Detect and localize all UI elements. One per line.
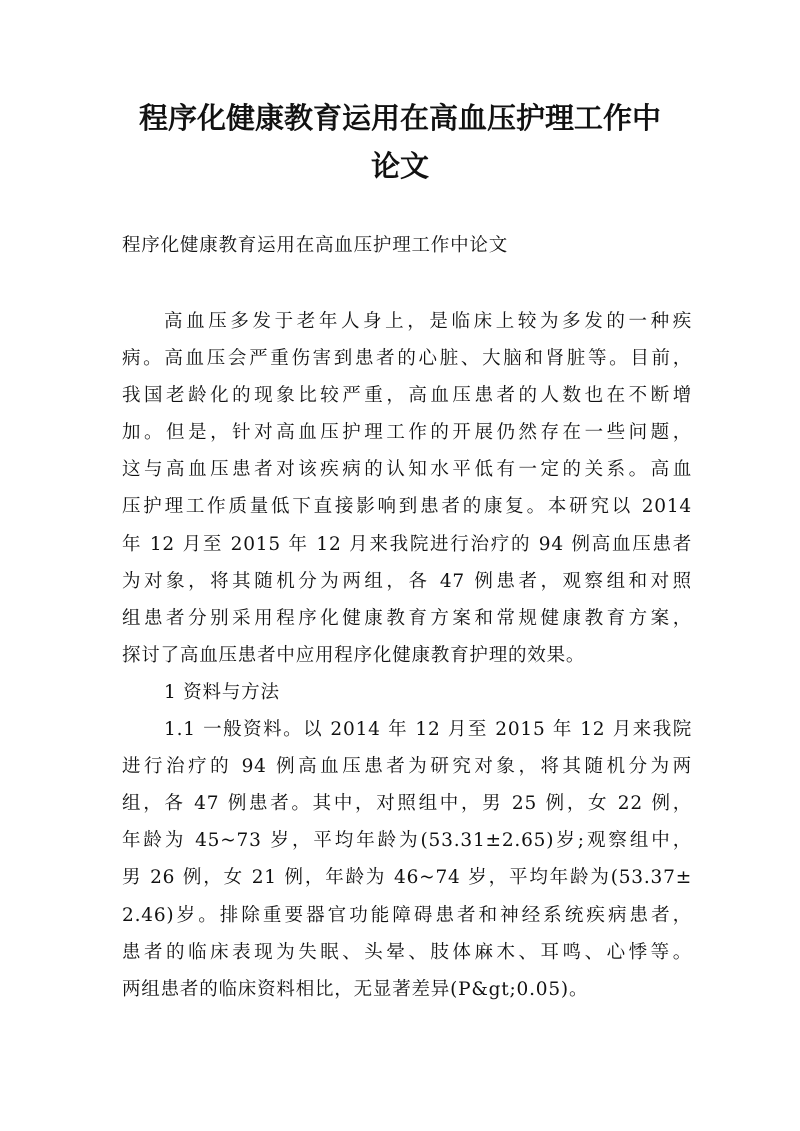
body-line: 两组患者的临床资料相比，无显著差异(P&gt;0.05)。: [122, 978, 589, 1000]
body-line: 组患者分别采用程序化健康教育方案和常规健康教育方案，: [122, 607, 692, 629]
document-title: [0, 94, 800, 190]
body-line: 这与高血压患者对该疾病的认知水平低有一定的关系。高血: [122, 459, 692, 481]
body-line: 年 12 月至 2015 年 12 月来我院进行治疗的 94 例高血压患者: [122, 533, 692, 555]
body-line: 加。但是，针对高血压护理工作的开展仍然存在一些问题，: [122, 422, 692, 444]
body-line: 探讨了高血压患者中应用程序化健康教育护理的效果。: [122, 644, 586, 666]
document-body: [122, 303, 692, 1008]
section-heading: 1 资料与方法: [164, 681, 280, 703]
body-line: 压护理工作质量低下直接影响到患者的康复。本研究以 2014: [122, 496, 692, 518]
title-line-1: 程序化健康教育运用在高血压护理工作中: [138, 101, 661, 135]
body-line: 病。高血压会严重伤害到患者的心脏、大脑和肾脏等。目前，: [122, 348, 692, 370]
body-line: 年龄为 45~73 岁，平均年龄为(53.31±2.65)岁;观察组中，: [122, 830, 692, 852]
body-line: 2.46)岁。排除重要器官功能障碍患者和神经系统疾病患者，: [122, 904, 692, 926]
document-subtitle: 程序化健康教育运用在高血压护理工作中论文: [122, 235, 509, 256]
body-line: 男 26 例，女 21 例，年龄为 46~74 岁，平均年龄为(53.37±: [122, 867, 692, 889]
body-line: 进行治疗的 94 例高血压患者为研究对象，将其随机分为两: [122, 756, 692, 778]
body-line: 为对象，将其随机分为两组，各 47 例患者，观察组和对照: [122, 570, 692, 592]
body-line: 组，各 47 例患者。其中，对照组中，男 25 例，女 22 例，: [122, 793, 692, 815]
body-line: 我国老龄化的现象比较严重，高血压患者的人数也在不断增: [122, 385, 692, 407]
body-line: 患者的临床表现为失眠、头晕、肢体麻木、耳鸣、心悸等。: [122, 941, 692, 963]
title-line-2: 论文: [370, 149, 429, 183]
body-line: 高血压多发于老年人身上，是临床上较为多发的一种疾: [164, 311, 692, 332]
body-line: 1.1 一般资料。以 2014 年 12 月至 2015 年 12 月来我院: [164, 719, 692, 741]
